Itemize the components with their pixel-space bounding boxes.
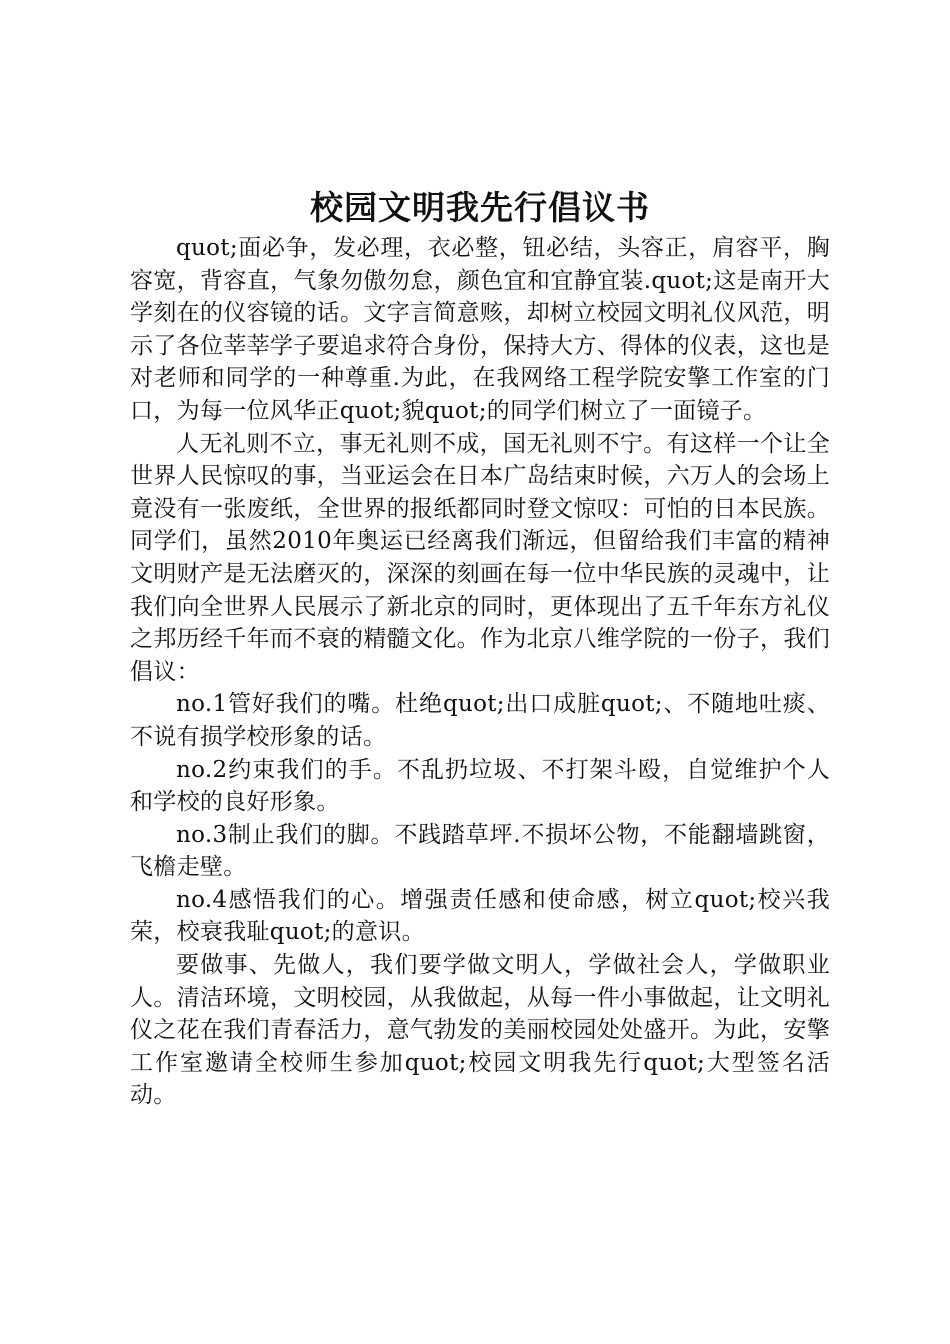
paragraph-background: 人无礼则不立，事无礼则不成，国无礼则不宁。有这样一个让全世界人民惊叹的事，当亚运会在日本广岛结束时候，六万人的会场上竟没有一张废纸，全世界的报纸都同时登文惊叹：可怕的日本民族。同学们，虽然2010年奥运已经离我们渐远，但留给我们丰富的精神文明财产是无法磨灭的，深深的刻画在每一位中华民族的灵魂中，让我们向全世界人民展示了新北京的同时，更体现出了五千年东方礼仪之邦历经千年而不衰的精髓文化。作为北京八维学院的一份子，我们倡议： [130,430,830,685]
document-title: 校园文明我先行倡议书 [310,188,650,227]
proposal-item-4: no.4感悟我们的心。增强责任感和使命感，树立quot;校兴我荣，校衰我耻quot;的意识。 [130,886,830,946]
proposal-item-3: no.3制止我们的脚。不践踏草坪.不损坏公物，不能翻墙跳窗，飞檐走壁。 [130,821,830,881]
proposal-item-2: no.2约束我们的手。不乱扔垃圾、不打架斗殴，自觉维护个人和学校的良好形象。 [130,756,830,816]
proposal-item-1: no.1管好我们的嘴。杜绝quot;出口成脏quot;、不随地吐痰、不说有损学校形象的话。 [130,691,830,750]
paragraph-closing: 要做事、先做人，我们要学做文明人，学做社会人，学做职业人。清洁环境，文明校园，从我做起，从每一件小事做起，让文明礼仪之花在我们青春活力，意气勃发的美丽校园处处盛开。为此，安擎工作室邀请全校师生参加quot;校园文明我先行quot;大型签名活动。 [130,952,830,1109]
paragraph-intro: quot;面必争，发必理，衣必整，钮必结，头容正，肩容平，胸容宽，背容直，气象勿傲勿怠，颜色宜和宜静宜装.quot;这是南开大学刻在的仪容镜的话。文字言简意赅，却树立校园文明礼仪风范，明示了各位莘莘学子要追求符合身份，保持大方、得体的仪表，这也是对老师和同学的一种尊重.为此，在我网络工程学院安擎工作室的门口，为每一位风华正quot;貌quot;的同学们树立了一面镜子。 [130,235,830,424]
document-page [130,186,830,1112]
